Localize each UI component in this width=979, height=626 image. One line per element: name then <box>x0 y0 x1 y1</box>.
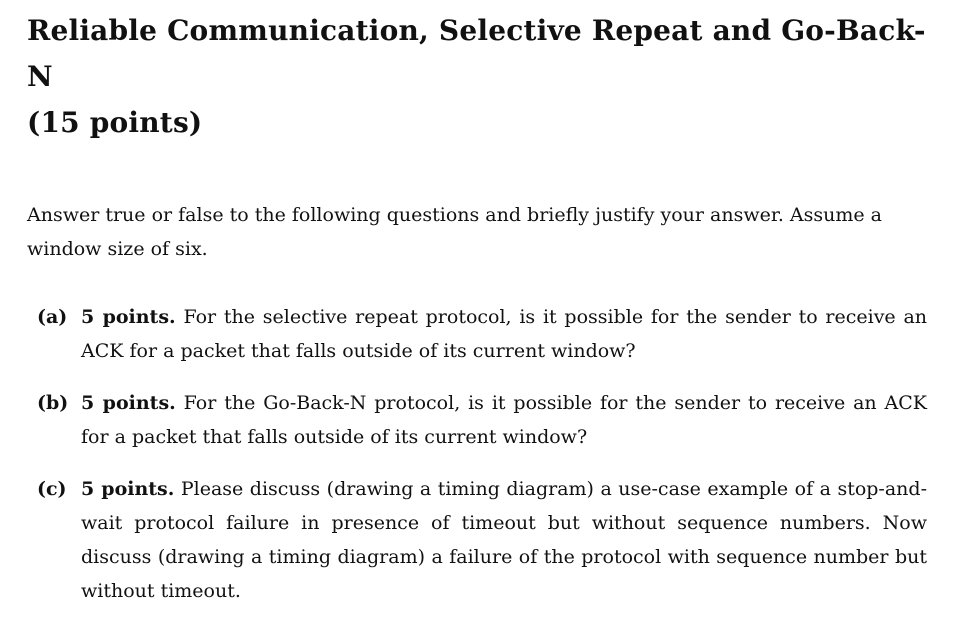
question-points: 5 points. <box>81 392 176 414</box>
question-c <box>37 472 927 608</box>
question-text: Please discuss (drawing a timing diagram) a use-case example of a stop-and-wait protocol failure in presence of timeout but without sequence numbers. Now discuss (drawing a timing diagram) a failure of the protocol with sequence number but without timeout. <box>81 478 927 602</box>
intro-line2: window size of six. <box>27 238 208 260</box>
question-label: (b) <box>37 392 69 414</box>
question-label: (c) <box>37 478 67 500</box>
section-title-points: (15 points) <box>27 106 203 139</box>
question-b <box>37 386 927 454</box>
question-label: (a) <box>37 306 68 328</box>
question-body <box>81 472 927 608</box>
question-list <box>27 300 927 608</box>
question-body <box>81 300 927 368</box>
question-points: 5 points. <box>81 478 175 500</box>
question-body <box>81 386 927 454</box>
intro-line1: Answer true or false to the following questions and briefly justify your answer. Assume a <box>27 204 882 226</box>
document-page <box>27 8 927 626</box>
intro-paragraph <box>27 198 927 266</box>
question-a <box>37 300 927 368</box>
section-title-line1: Reliable Communication, Selective Repeat and Go-Back-N <box>27 14 926 93</box>
question-text: For the Go-Back-N protocol, is it possible for the sender to receive an ACK for a packet that falls outside of its current window? <box>81 392 927 448</box>
question-points: 5 points. <box>81 306 176 328</box>
section-title <box>27 8 927 146</box>
question-text: For the selective repeat protocol, is it possible for the sender to receive an ACK for a packet that falls outside of its current window? <box>81 306 928 362</box>
